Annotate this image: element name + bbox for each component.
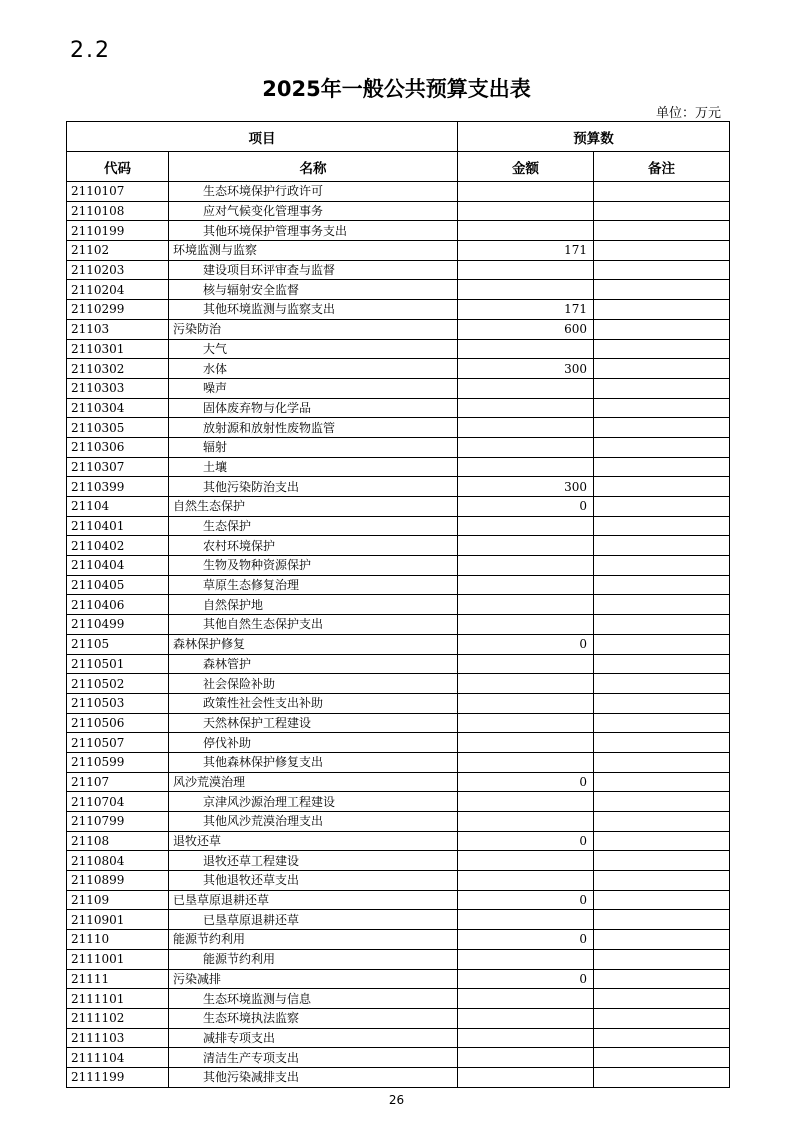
row-code: 2110204 — [67, 280, 169, 300]
row-code: 2110799 — [67, 812, 169, 832]
row-name: 生态保护 — [169, 516, 458, 536]
row-code: 2110901 — [67, 910, 169, 930]
row-name: 能源节约利用 — [169, 949, 458, 969]
row-remark — [594, 359, 730, 379]
row-amount — [458, 752, 594, 772]
row-name: 其他污染防治支出 — [169, 477, 458, 497]
table-row — [67, 339, 730, 359]
row-amount — [458, 595, 594, 615]
table-row — [67, 437, 730, 457]
row-remark — [594, 221, 730, 241]
row-remark — [594, 575, 730, 595]
table-row — [67, 201, 730, 221]
row-code: 2110304 — [67, 398, 169, 418]
row-name: 辐射 — [169, 437, 458, 457]
row-name: 森林管护 — [169, 654, 458, 674]
row-amount — [458, 693, 594, 713]
row-code: 2110305 — [67, 418, 169, 438]
row-amount — [458, 556, 594, 576]
row-remark — [594, 556, 730, 576]
row-code: 2110302 — [67, 359, 169, 379]
row-remark — [594, 437, 730, 457]
row-remark — [594, 536, 730, 556]
row-name: 清洁生产专项支出 — [169, 1048, 458, 1068]
row-remark — [594, 182, 730, 202]
row-amount — [458, 812, 594, 832]
table-header — [67, 122, 730, 182]
row-amount — [458, 536, 594, 556]
row-amount: 0 — [458, 634, 594, 654]
row-amount: 0 — [458, 497, 594, 517]
row-amount — [458, 989, 594, 1009]
row-remark — [594, 871, 730, 891]
table-row — [67, 1048, 730, 1068]
row-code: 2110306 — [67, 437, 169, 457]
table-row — [67, 615, 730, 635]
row-code: 2111101 — [67, 989, 169, 1009]
budget-table — [66, 121, 730, 1088]
row-name: 政策性社会性支出补助 — [169, 693, 458, 713]
header-project: 项目 — [67, 122, 458, 152]
header-remark: 备注 — [594, 152, 730, 182]
table-row — [67, 359, 730, 379]
row-amount — [458, 1008, 594, 1028]
row-remark — [594, 241, 730, 261]
table-row — [67, 871, 730, 891]
row-amount — [458, 910, 594, 930]
row-name: 其他自然生态保护支出 — [169, 615, 458, 635]
row-code: 2110303 — [67, 378, 169, 398]
row-amount: 171 — [458, 241, 594, 261]
row-remark — [594, 792, 730, 812]
row-code: 2110804 — [67, 851, 169, 871]
row-name: 建设项目环评审查与监督 — [169, 260, 458, 280]
row-remark — [594, 1048, 730, 1068]
row-remark — [594, 831, 730, 851]
table-row — [67, 733, 730, 753]
table-row — [67, 575, 730, 595]
row-name: 应对气候变化管理事务 — [169, 201, 458, 221]
row-name: 已垦草原退耕还草 — [169, 910, 458, 930]
row-amount — [458, 1028, 594, 1048]
page-title: 2025年一般公共预算支出表 — [262, 77, 531, 101]
row-code: 2110704 — [67, 792, 169, 812]
row-amount: 0 — [458, 772, 594, 792]
row-code: 2110402 — [67, 536, 169, 556]
table-row — [67, 497, 730, 517]
row-name: 森林保护修复 — [169, 634, 458, 654]
row-remark — [594, 890, 730, 910]
row-amount — [458, 733, 594, 753]
row-name: 自然保护地 — [169, 595, 458, 615]
row-remark — [594, 989, 730, 1009]
row-remark — [594, 1008, 730, 1028]
row-name: 减排专项支出 — [169, 1028, 458, 1048]
row-code: 21102 — [67, 241, 169, 261]
row-code: 2110301 — [67, 339, 169, 359]
row-name: 固体废弃物与化学品 — [169, 398, 458, 418]
row-amount: 0 — [458, 969, 594, 989]
header-amount: 金额 — [458, 152, 594, 182]
row-name: 其他污染减排支出 — [169, 1067, 458, 1087]
row-name: 京津风沙源治理工程建设 — [169, 792, 458, 812]
row-amount — [458, 1048, 594, 1068]
row-remark — [594, 851, 730, 871]
row-name: 其他退牧还草支出 — [169, 871, 458, 891]
row-remark — [594, 674, 730, 694]
row-code: 2110307 — [67, 457, 169, 477]
section-number: 2.2 — [70, 38, 111, 63]
header-name: 名称 — [169, 152, 458, 182]
row-name: 生态环境保护行政许可 — [169, 182, 458, 202]
row-amount — [458, 615, 594, 635]
row-amount — [458, 575, 594, 595]
row-code: 2110502 — [67, 674, 169, 694]
row-amount: 0 — [458, 930, 594, 950]
row-name: 土壤 — [169, 457, 458, 477]
row-amount — [458, 339, 594, 359]
table-row — [67, 398, 730, 418]
table-row — [67, 1067, 730, 1087]
row-amount — [458, 871, 594, 891]
row-remark — [594, 654, 730, 674]
row-amount — [458, 654, 594, 674]
row-code: 2110899 — [67, 871, 169, 891]
row-amount — [458, 182, 594, 202]
row-remark — [594, 201, 730, 221]
table-row — [67, 634, 730, 654]
row-amount — [458, 949, 594, 969]
row-name: 放射源和放射性废物监管 — [169, 418, 458, 438]
row-amount — [458, 398, 594, 418]
table-row — [67, 182, 730, 202]
row-amount: 600 — [458, 319, 594, 339]
row-remark — [594, 516, 730, 536]
table-row — [67, 241, 730, 261]
row-code: 2110203 — [67, 260, 169, 280]
row-code: 2111103 — [67, 1028, 169, 1048]
row-remark — [594, 733, 730, 753]
row-name: 草原生态修复治理 — [169, 575, 458, 595]
table-row — [67, 890, 730, 910]
row-remark — [594, 969, 730, 989]
row-code: 2111199 — [67, 1067, 169, 1087]
row-name: 水体 — [169, 359, 458, 379]
row-remark — [594, 477, 730, 497]
row-name: 其他风沙荒漠治理支出 — [169, 812, 458, 832]
row-code: 2110107 — [67, 182, 169, 202]
row-remark — [594, 260, 730, 280]
row-code: 2110506 — [67, 713, 169, 733]
row-amount — [458, 260, 594, 280]
row-name: 环境监测与监察 — [169, 241, 458, 261]
row-name: 其他环境保护管理事务支出 — [169, 221, 458, 241]
row-amount: 171 — [458, 300, 594, 320]
header-code: 代码 — [67, 152, 169, 182]
table-row — [67, 930, 730, 950]
row-name: 已垦草原退耕还草 — [169, 890, 458, 910]
row-code: 2110499 — [67, 615, 169, 635]
page-number: 26 — [388, 1093, 405, 1107]
row-code: 21105 — [67, 634, 169, 654]
table-row — [67, 674, 730, 694]
row-amount — [458, 201, 594, 221]
row-name: 污染防治 — [169, 319, 458, 339]
row-name: 农村环境保护 — [169, 536, 458, 556]
table-row — [67, 221, 730, 241]
row-name: 自然生态保护 — [169, 497, 458, 517]
row-code: 2110401 — [67, 516, 169, 536]
row-remark — [594, 378, 730, 398]
table-row — [67, 378, 730, 398]
row-remark — [594, 319, 730, 339]
table-row — [67, 1028, 730, 1048]
row-name: 污染减排 — [169, 969, 458, 989]
row-remark — [594, 300, 730, 320]
header-budget: 预算数 — [458, 122, 730, 152]
row-amount — [458, 221, 594, 241]
row-name: 退牧还草工程建设 — [169, 851, 458, 871]
row-remark — [594, 418, 730, 438]
row-code: 2110404 — [67, 556, 169, 576]
row-name: 停伐补助 — [169, 733, 458, 753]
row-amount — [458, 516, 594, 536]
row-code: 2110299 — [67, 300, 169, 320]
row-name: 天然林保护工程建设 — [169, 713, 458, 733]
row-remark — [594, 280, 730, 300]
table-row — [67, 812, 730, 832]
row-code: 21110 — [67, 930, 169, 950]
row-remark — [594, 772, 730, 792]
row-code: 21111 — [67, 969, 169, 989]
table-body — [67, 182, 730, 1088]
table-row — [67, 713, 730, 733]
row-code: 2111102 — [67, 1008, 169, 1028]
row-code: 21108 — [67, 831, 169, 851]
row-amount — [458, 418, 594, 438]
row-code: 21103 — [67, 319, 169, 339]
row-remark — [594, 812, 730, 832]
table-row — [67, 595, 730, 615]
table-row — [67, 536, 730, 556]
row-amount — [458, 674, 594, 694]
table-row — [67, 949, 730, 969]
row-amount — [458, 457, 594, 477]
row-code: 21107 — [67, 772, 169, 792]
row-remark — [594, 595, 730, 615]
row-remark — [594, 693, 730, 713]
row-name: 社会保险补助 — [169, 674, 458, 694]
row-amount: 300 — [458, 359, 594, 379]
row-amount: 0 — [458, 890, 594, 910]
unit-label: 单位：万元 — [655, 106, 721, 121]
row-code: 2110406 — [67, 595, 169, 615]
row-name: 核与辐射安全监督 — [169, 280, 458, 300]
row-amount — [458, 792, 594, 812]
table-row — [67, 831, 730, 851]
row-remark — [594, 497, 730, 517]
table-row — [67, 772, 730, 792]
row-name: 其他环境监测与监察支出 — [169, 300, 458, 320]
row-remark — [594, 1028, 730, 1048]
row-remark — [594, 1067, 730, 1087]
row-remark — [594, 949, 730, 969]
table-row — [67, 280, 730, 300]
row-remark — [594, 752, 730, 772]
table-row — [67, 910, 730, 930]
row-amount — [458, 713, 594, 733]
table-row — [67, 1008, 730, 1028]
row-amount — [458, 378, 594, 398]
table-row — [67, 969, 730, 989]
row-code: 2110507 — [67, 733, 169, 753]
table-row — [67, 516, 730, 536]
table-row — [67, 300, 730, 320]
row-amount — [458, 1067, 594, 1087]
row-code: 21104 — [67, 497, 169, 517]
row-name: 生态环境执法监察 — [169, 1008, 458, 1028]
row-amount — [458, 437, 594, 457]
row-code: 2111001 — [67, 949, 169, 969]
row-code: 21109 — [67, 890, 169, 910]
table-row — [67, 989, 730, 1009]
row-name: 退牧还草 — [169, 831, 458, 851]
table-row — [67, 260, 730, 280]
row-code: 2110503 — [67, 693, 169, 713]
row-name: 其他森林保护修复支出 — [169, 752, 458, 772]
row-amount: 300 — [458, 477, 594, 497]
table-row — [67, 477, 730, 497]
row-name: 噪声 — [169, 378, 458, 398]
table-row — [67, 792, 730, 812]
row-code: 2110108 — [67, 201, 169, 221]
row-remark — [594, 713, 730, 733]
table-row — [67, 693, 730, 713]
row-name: 风沙荒漠治理 — [169, 772, 458, 792]
row-remark — [594, 910, 730, 930]
row-name: 大气 — [169, 339, 458, 359]
table-row — [67, 457, 730, 477]
row-amount — [458, 851, 594, 871]
table-row — [67, 654, 730, 674]
row-code: 2110199 — [67, 221, 169, 241]
row-name: 生态环境监测与信息 — [169, 989, 458, 1009]
table-row — [67, 319, 730, 339]
table-row — [67, 851, 730, 871]
row-remark — [594, 457, 730, 477]
row-amount: 0 — [458, 831, 594, 851]
row-remark — [594, 339, 730, 359]
row-remark — [594, 930, 730, 950]
row-remark — [594, 634, 730, 654]
table-row — [67, 418, 730, 438]
row-code: 2110405 — [67, 575, 169, 595]
row-name: 生物及物种资源保护 — [169, 556, 458, 576]
row-code: 2111104 — [67, 1048, 169, 1068]
table-row — [67, 556, 730, 576]
row-remark — [594, 615, 730, 635]
row-code: 2110599 — [67, 752, 169, 772]
row-amount — [458, 280, 594, 300]
table-row — [67, 752, 730, 772]
row-code: 2110399 — [67, 477, 169, 497]
row-code: 2110501 — [67, 654, 169, 674]
row-name: 能源节约利用 — [169, 930, 458, 950]
row-remark — [594, 398, 730, 418]
